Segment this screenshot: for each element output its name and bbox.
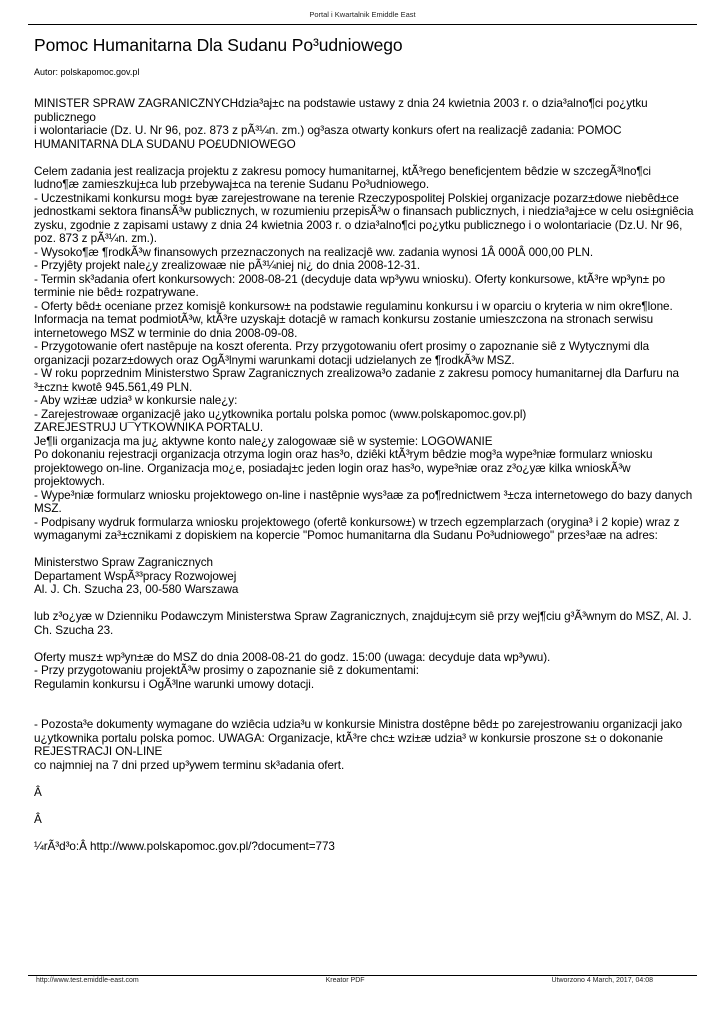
source-paragraph: ¼rÃ³d³o:Â http://www.polskapomoc.gov.pl/?document=773 bbox=[34, 839, 335, 853]
blank-paragraph: Â bbox=[34, 812, 42, 826]
paragraph-spacer bbox=[34, 691, 694, 705]
intro-paragraph: MINISTER SPRAW ZAGRANICZNYCHdzia³aj±c na podstawie ustawy z dnia 24 kwietnia 2003 r. o dzia³alno¶ci po¿ytku publicznego i wolontariacie (Dz. U. Nr 96, poz. 873 z pÃ³¼n. zm.) og³asza otwarty konkurs ofert na realizacjê zadania: POMOC HUMANITARNA DLA SUDANU PO£UDNIOWEGO bbox=[34, 97, 648, 151]
paragraph-spacer bbox=[34, 772, 694, 786]
paragraph-spacer bbox=[34, 826, 694, 840]
delivery-paragraph: lub z³o¿yæ w Dzienniku Podawczym Ministerstwa Spraw Zagranicznych, znajduj±cym siê przy wej¶ciu g³Ã³wnym do MSZ, Al. J. Ch. Szucha 23. bbox=[34, 610, 692, 637]
footer-created-date: Utworzono 4 March, 2017, 04:08 bbox=[551, 977, 653, 984]
registration-paragraph: - Pozosta³e dokumenty wymagane do wziêcia udzia³u w konkursie Ministra dostêpne bêd± po zarejestrowaniu organizacji jako u¿ytkownika portalu polska pomoc. UWAGA: Organizacje, ktÃ³re chc± wzi±æ udzia³ w konkursie proszone s± o dokonanie REJESTRACJI ON-LINE co najmniej na 7 dni przed up³ywem terminu sk³adania ofert. bbox=[34, 718, 683, 772]
blank-paragraph: Â bbox=[34, 785, 42, 799]
paragraph-spacer bbox=[34, 543, 694, 557]
paragraph-spacer bbox=[34, 151, 694, 165]
header-divider bbox=[28, 24, 697, 25]
page-header: Portal i Kwartalnik Emiddle East bbox=[309, 10, 416, 19]
address-paragraph: Ministerstwo Spraw Zagranicznych Departament WspÃ³³pracy Rozwojowej Al. J. Ch. Szucha 23, 00-580 Warszawa bbox=[34, 556, 239, 596]
page-footer bbox=[36, 977, 653, 984]
paragraph-spacer bbox=[34, 597, 694, 611]
paragraph-spacer bbox=[34, 705, 694, 719]
article-author: Autor: polskapomoc.gov.pl bbox=[34, 67, 140, 77]
article-body bbox=[34, 97, 694, 853]
conditions-paragraph: Celem zadania jest realizacja projektu z zakresu pomocy humanitarnej, ktÃ³rego beneficjentem bêdzie w szczegÃ³lno¶ci ludno¶æ zamieszkuj±ca lub przebywaj±ca na terenie Sudanu Po³udniowego. - Uczestnikami konkursu mog± byæ zarejestrowane na terenie Rzeczypospolitej Polskiej organizacje pozarz±dowe niebêd±ce jednostkami sektora finansÃ³w publicznych, w rozumieniu przepisÃ³w o finansach publicznych, i niedzia³aj±ce w celu osi±gniêcia zysku, zgodnie z zapisami ustawy z dnia 24 kwietnia 2003 r. o dzia³alno¶ci po¿ytku publicznego i o wolontariacie (Dz.U. Nr 96, poz. 873 z pÃ³¼n. zm.). - Wysoko¶æ ¶rodkÃ³w finansowych przeznaczonych na realizacjê ww. zadania wynosi 1Â 000Â 000,00 PLN. - Przyjêty projekt nale¿y zrealizowaæ nie pÃ³¼niej ni¿ do dnia 2008-12-31. - Termin sk³adania ofert konkursowych: 2008-08-21 (decyduje data wp³ywu wniosku). Oferty konkursowe, ktÃ³re wp³yn± po terminie nie bêd± rozpatrywane. - Oferty bêd± oceniane przez komisjê konkursow± na podstawie regulaminu konkursu i w oparciu o kryteria w nim okre¶lone. Informacja na temat podmiotÃ³w, ktÃ³re uzyskaj± dotacjê w ramach konkursu zostanie umieszczona na stronach serwisu internetowego MSZ w terminie do dnia 2008-09-08. - Przygotowanie ofert nastêpuje na koszt oferenta. Przy przygotowaniu ofert prosimy o zapoznanie siê z Wytycznymi dla organizacji pozarz±dowych oraz OgÃ³lnymi warunkami dotacji udzielanych ze ¶rodkÃ³w MSZ. - W roku poprzednim Ministerstwo Spraw Zagranicznych zrealizowa³o zadanie z zakresu pomocy humanitarnej dla Darfuru na ³±czn± kwotê 945.561,49 PLN. - Aby wzi±æ udzia³ w konkursie nale¿y: - Zarejestrowaæ organizacjê jako u¿ytkownika portalu polska pomoc (www.polskapomoc.gov.pl) ZAREJESTRUJ U¯YTKOWNIKA PORTALU. Je¶li organizacja ma ju¿ aktywne konto nale¿y zalogowaæ siê w systemie: LOGOWANIE Po dokonaniu rejestracji organizacja otrzyma login oraz has³o, dziêki ktÃ³rym bêdzie mog³a wype³niæ formularz wniosku projektowego on-line. Organizacja mo¿e, posiadaj±c jeden login oraz has³o, wype³niæ oraz z³o¿yæ kilka wnioskÃ³w projektowych. - Wype³niæ formularz wniosku projektowego on-line i nastêpnie wys³aæ za po¶rednictwem ³±cza internetowego do bazy danych MSZ. - Podpisany wydruk formularza wniosku projektowego (ofertê konkursow±) w trzech egzemplarzach (orygina³ i 2 kopie) wraz z wymaganymi za³±cznikami z dopiskiem na kopercie "Pomoc humanitarna dla Sudanu Po³udniowego" przes³aæ na adres: bbox=[34, 164, 694, 542]
footer-generator: Kreator PDF bbox=[325, 977, 365, 984]
deadline-paragraph: Oferty musz± wp³yn±æ do MSZ do dnia 2008-08-21 do godz. 15:00 (uwaga: decyduje data wp³ywu). - Przy przygotowaniu projektÃ³w prosimy o zapoznanie siê z dokumentami: Regulamin konkursu i OgÃ³lne warunki umowy dotacji. bbox=[34, 650, 551, 691]
footer-url: http://www.test.emiddle-east.com bbox=[36, 977, 139, 984]
paragraph-spacer bbox=[34, 637, 694, 651]
article-title: Pomoc Humanitarna Dla Sudanu Po³udniowego bbox=[34, 35, 403, 55]
paragraph-spacer bbox=[34, 799, 694, 813]
footer-divider bbox=[28, 975, 697, 976]
